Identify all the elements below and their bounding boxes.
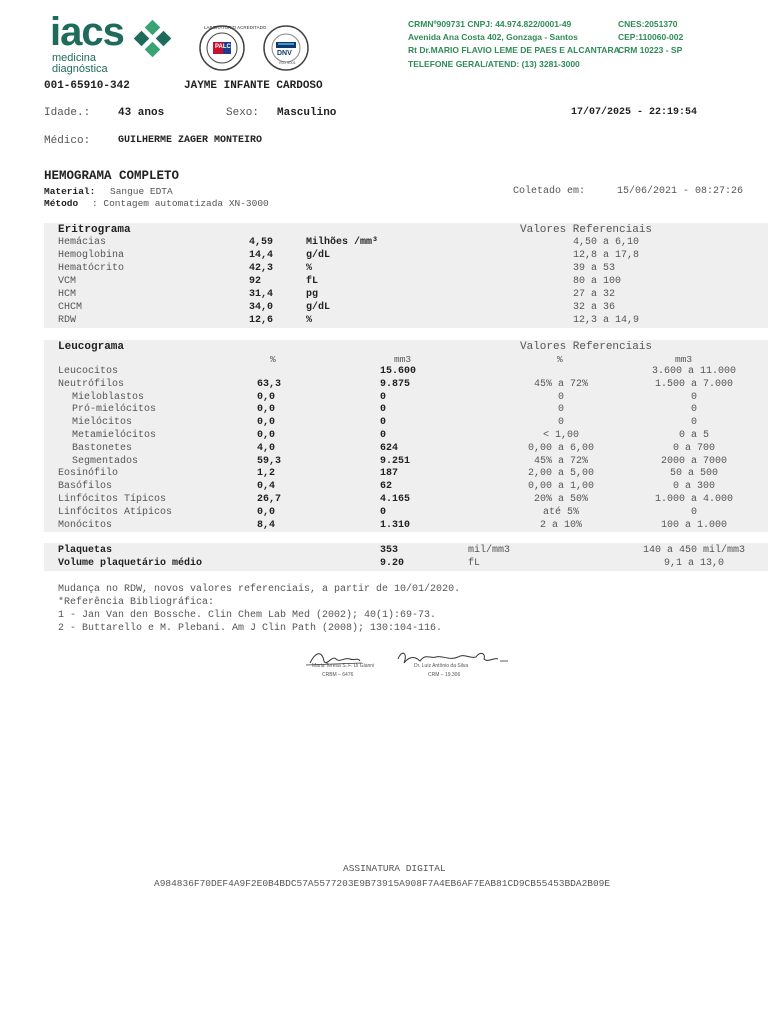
logo-diamond-icon	[134, 20, 172, 58]
leucograma-row	[0, 481, 768, 494]
cell-ref-absolute: 50 a 500	[669, 468, 719, 480]
eritrograma-ref-title: Valores Referenciais	[520, 224, 653, 236]
test-value: 31,4	[249, 289, 274, 300]
cell-percent: 0,0	[257, 430, 276, 441]
cell-ref-absolute: 1.500 a 7.000	[654, 378, 734, 390]
leucograma-ref-title: Valores Referenciais	[520, 341, 653, 353]
eritrograma-title: Eritrograma	[58, 224, 131, 236]
plaq-value: 9.20	[380, 558, 405, 569]
logo-sub2: diagnóstica	[52, 63, 108, 75]
eritrograma-row	[0, 237, 768, 250]
lab-info-line4: TELEFONE GERAL/ATEND: (13) 3281-3000	[408, 59, 580, 69]
cell-ref-percent: 0,00 a 6,00	[527, 442, 595, 454]
cell-name: Pró-mielócitos	[72, 404, 157, 416]
patient-name: JAYME INFANTE CARDOSO	[184, 80, 323, 92]
leucograma-title: Leucograma	[58, 341, 125, 353]
handwritten-signatures	[302, 645, 522, 675]
cell-ref-percent: < 1,00	[542, 430, 580, 441]
report-datetime: 17/07/2025 - 22:19:54	[571, 107, 698, 118]
cell-ref-absolute: 1.000 a 4.000	[654, 494, 734, 505]
logo-sub1: medicina	[52, 52, 97, 64]
test-unit: g/dL	[306, 250, 331, 261]
sex-label: Sexo:	[226, 107, 260, 119]
plaq-name: Volume plaquetário médio	[58, 558, 203, 569]
sig1-crm: CRBM – 6476	[322, 672, 354, 678]
collected-label: Coletado em:	[513, 186, 586, 197]
cell-absolute: 9.251	[380, 455, 411, 467]
test-value: 34,0	[249, 302, 274, 313]
cell-absolute: 0	[380, 430, 387, 441]
sig1-name: Maria Teresa S. F. Di Gianni	[312, 663, 375, 669]
eritrograma-row	[0, 250, 768, 263]
cell-name: Leucocitos	[58, 366, 119, 377]
plaq-reference: 140 a 450 mil/mm3	[642, 545, 746, 556]
cell-name: Bastonetes	[72, 442, 133, 454]
cell-absolute: 15.600	[380, 366, 417, 377]
test-value: 4,59	[249, 237, 274, 248]
lab-info-right1: CNES:2051370	[618, 19, 678, 29]
test-name: HCM	[58, 289, 77, 300]
eritrograma-row	[0, 289, 768, 302]
lab-info-right3: CRM 10223 - SP	[618, 45, 683, 55]
cell-absolute: 624	[380, 442, 399, 454]
test-reference: 12,3 a 14,9	[573, 315, 640, 326]
leucograma-row	[0, 468, 768, 481]
cell-name: Linfócitos Atípicos	[58, 506, 173, 518]
test-reference: 4,50 a 6,10	[573, 237, 640, 248]
cell-ref-absolute: 0 a 700	[672, 442, 716, 454]
cell-name: Monócitos	[58, 519, 113, 531]
cell-ref-absolute: 0	[690, 506, 698, 518]
material-label: Material:	[44, 186, 96, 197]
test-reference: 12,8 a 17,8	[573, 250, 640, 261]
age-label: Idade.:	[44, 107, 91, 119]
age-value: 43 anos	[118, 107, 165, 119]
patient-id: 001-65910-342	[44, 80, 130, 92]
test-name: RDW	[58, 315, 77, 326]
cell-absolute: 4.165	[380, 494, 411, 505]
cell-ref-absolute: 0	[690, 404, 698, 416]
eritrograma-row	[0, 302, 768, 315]
cell-percent: 8,4	[257, 519, 276, 531]
cell-percent: 0,0	[257, 506, 276, 518]
cell-name: Eosinófilo	[58, 468, 119, 480]
cell-absolute: 0	[380, 417, 387, 429]
cell-name: Mielócitos	[72, 417, 133, 429]
leucograma-row	[0, 417, 768, 430]
note-line3: 1 - Jan Van den Bossche. Clin Chem Lab Med (2002); 40(1):69-73.	[58, 610, 437, 621]
cell-percent: 63,3	[257, 378, 282, 390]
digital-signature-hash: A984836F70DEF4A9F2E0B4BDC57A5577203E9B73915A908F7A4EB6AF7EAB81CD9CB55453BDA2B09E	[154, 878, 611, 889]
cell-ref-percent: 20% a 50%	[533, 494, 589, 505]
cell-ref-percent: 2,00 a 5,00	[527, 468, 595, 480]
test-reference: 39 a 53	[573, 263, 616, 274]
leuco-col-ref-pct: %	[557, 354, 563, 365]
test-reference: 32 a 36	[573, 302, 616, 313]
cell-absolute: 0	[380, 506, 387, 518]
cell-name: Mieloblastos	[72, 391, 145, 403]
cell-ref-absolute: 3.600 a 11.000	[651, 366, 737, 377]
leuco-col-pct: %	[270, 354, 276, 365]
lab-info-line2: Avenida Ana Costa 402, Gonzaga - Santos	[408, 32, 578, 42]
test-reference: 27 a 32	[573, 289, 616, 300]
test-name: Hematócrito	[58, 263, 125, 274]
eritrograma-row	[0, 263, 768, 276]
cell-name: Metamielócitos	[72, 430, 157, 441]
cell-absolute: 0	[380, 404, 387, 416]
cell-ref-percent: 45% a 72%	[533, 455, 589, 467]
plaquetas-row	[0, 545, 768, 558]
cell-name: Neutrófilos	[58, 378, 125, 390]
cell-ref-percent: 0	[557, 391, 565, 403]
test-unit: Milhões /mm³	[306, 237, 379, 248]
cell-ref-absolute: 0 a 300	[672, 481, 716, 493]
plaquetas-row	[0, 558, 768, 571]
doctor-value: GUILHERME ZAGER MONTEIRO	[118, 135, 263, 146]
logo-name: iacs	[50, 10, 124, 54]
leucograma-row	[0, 494, 768, 507]
dnv-seal-text: DNV	[277, 50, 292, 57]
palc-seal-text: PALC	[215, 44, 231, 50]
test-value: 14,4	[249, 250, 274, 261]
cell-percent: 1,2	[257, 468, 276, 480]
cell-ref-absolute: 0 a 5	[678, 430, 710, 441]
eritrograma-row	[0, 276, 768, 289]
cell-ref-absolute: 100 a 1.000	[660, 519, 728, 531]
method-value: : Contagem automatizada XN-3000	[92, 198, 269, 209]
leucograma-row	[0, 392, 768, 405]
dnv-seal	[262, 24, 310, 72]
cell-percent: 0,0	[257, 391, 276, 403]
plaq-unit: fL	[468, 558, 481, 569]
doctor-label: Médico:	[44, 135, 91, 147]
plaq-name: Plaquetas	[58, 545, 113, 556]
cell-percent: 59,3	[257, 455, 282, 467]
sig2-name: Dr. Luiz Antônio da Silva	[414, 663, 469, 669]
note-line2: *Referência Bibliográfica:	[58, 597, 215, 608]
lab-info-line3: Rt Dr.MARIO FLAVIO LEME DE PAES E ALCANTARA	[408, 45, 620, 55]
test-unit: fL	[306, 276, 319, 287]
eritrograma-row	[0, 315, 768, 328]
dnv-seal-ring: ISO 9001	[279, 60, 296, 65]
cell-ref-absolute: 2000 a 7000	[660, 455, 728, 467]
test-unit: %	[306, 315, 313, 326]
lab-info-line1: CRMNº909731 CNPJ: 44.974.822/0001-49	[408, 19, 572, 29]
cell-percent: 0,4	[257, 481, 276, 493]
leuco-col-mm3: mm3	[394, 354, 412, 365]
test-unit: pg	[306, 289, 319, 300]
exam-title: HEMOGRAMA COMPLETO	[44, 169, 180, 183]
note-line1: Mudança no RDW, novos valores referenciais, a partir de 10/01/2020.	[58, 584, 461, 595]
cell-percent: 26,7	[257, 494, 282, 505]
plaq-unit: mil/mm3	[468, 545, 511, 556]
cell-absolute: 1.310	[380, 519, 411, 531]
cell-name: Basófilos	[58, 481, 113, 493]
cell-ref-percent: 2 a 10%	[539, 519, 583, 531]
plaq-value: 353	[380, 545, 399, 556]
test-value: 12,6	[249, 315, 274, 326]
leucograma-row	[0, 443, 768, 456]
palc-seal	[198, 24, 267, 72]
cell-ref-percent: até 5%	[542, 506, 580, 518]
collected-value: 15/06/2021 - 08:27:26	[617, 186, 744, 197]
cell-ref-absolute: 0	[690, 417, 698, 429]
cell-ref-percent: 45% a 72%	[533, 378, 589, 390]
sex-value: Masculino	[277, 107, 337, 119]
cell-percent: 0,0	[257, 404, 276, 416]
leucograma-row	[0, 430, 768, 443]
plaq-reference: 9,1 a 13,0	[663, 558, 725, 569]
cell-ref-percent: 0	[557, 404, 565, 416]
palc-seal-ring: LABORATÓRIO ACREDITADO	[204, 25, 267, 30]
test-unit: g/dL	[306, 302, 331, 313]
cell-absolute: 187	[380, 468, 399, 480]
test-name: VCM	[58, 276, 77, 287]
test-unit: %	[306, 263, 313, 274]
test-reference: 80 a 100	[573, 276, 622, 287]
sig2-crm: CRM – 19.306	[428, 672, 461, 678]
cell-absolute: 62	[380, 481, 393, 493]
material-value: Sangue EDTA	[110, 186, 173, 197]
test-value: 92	[249, 276, 262, 287]
cell-percent: 4,0	[257, 442, 276, 454]
cell-ref-percent: 0	[557, 417, 565, 429]
cell-name: Linfócitos Típicos	[58, 494, 167, 505]
leucograma-row	[0, 507, 768, 520]
leuco-col-ref-mm3: mm3	[675, 354, 693, 365]
test-name: CHCM	[58, 302, 83, 313]
digital-signature-label: ASSINATURA DIGITAL	[343, 863, 446, 874]
cell-absolute: 9.875	[380, 378, 411, 390]
cell-absolute: 0	[380, 391, 387, 403]
cell-percent: 0,0	[257, 417, 276, 429]
leucograma-row	[0, 520, 768, 533]
test-name: Hemoglobina	[58, 250, 125, 261]
method-label: Método	[44, 198, 79, 209]
cell-name: Segmentados	[72, 455, 139, 467]
lab-info-right2: CEP:110060-002	[618, 32, 684, 42]
cell-ref-percent: 0,00 a 1,00	[527, 481, 595, 493]
leucograma-row	[0, 366, 768, 379]
test-name: Hemácias	[58, 237, 107, 248]
leucograma-row	[0, 456, 768, 469]
test-value: 42,3	[249, 263, 274, 274]
note-line4: 2 - Buttarello e M. Plebani. Am J Clin Path (2008); 130:104-116.	[58, 623, 443, 634]
leucograma-row	[0, 404, 768, 417]
leucograma-row	[0, 379, 768, 392]
cell-ref-absolute: 0	[690, 391, 698, 403]
